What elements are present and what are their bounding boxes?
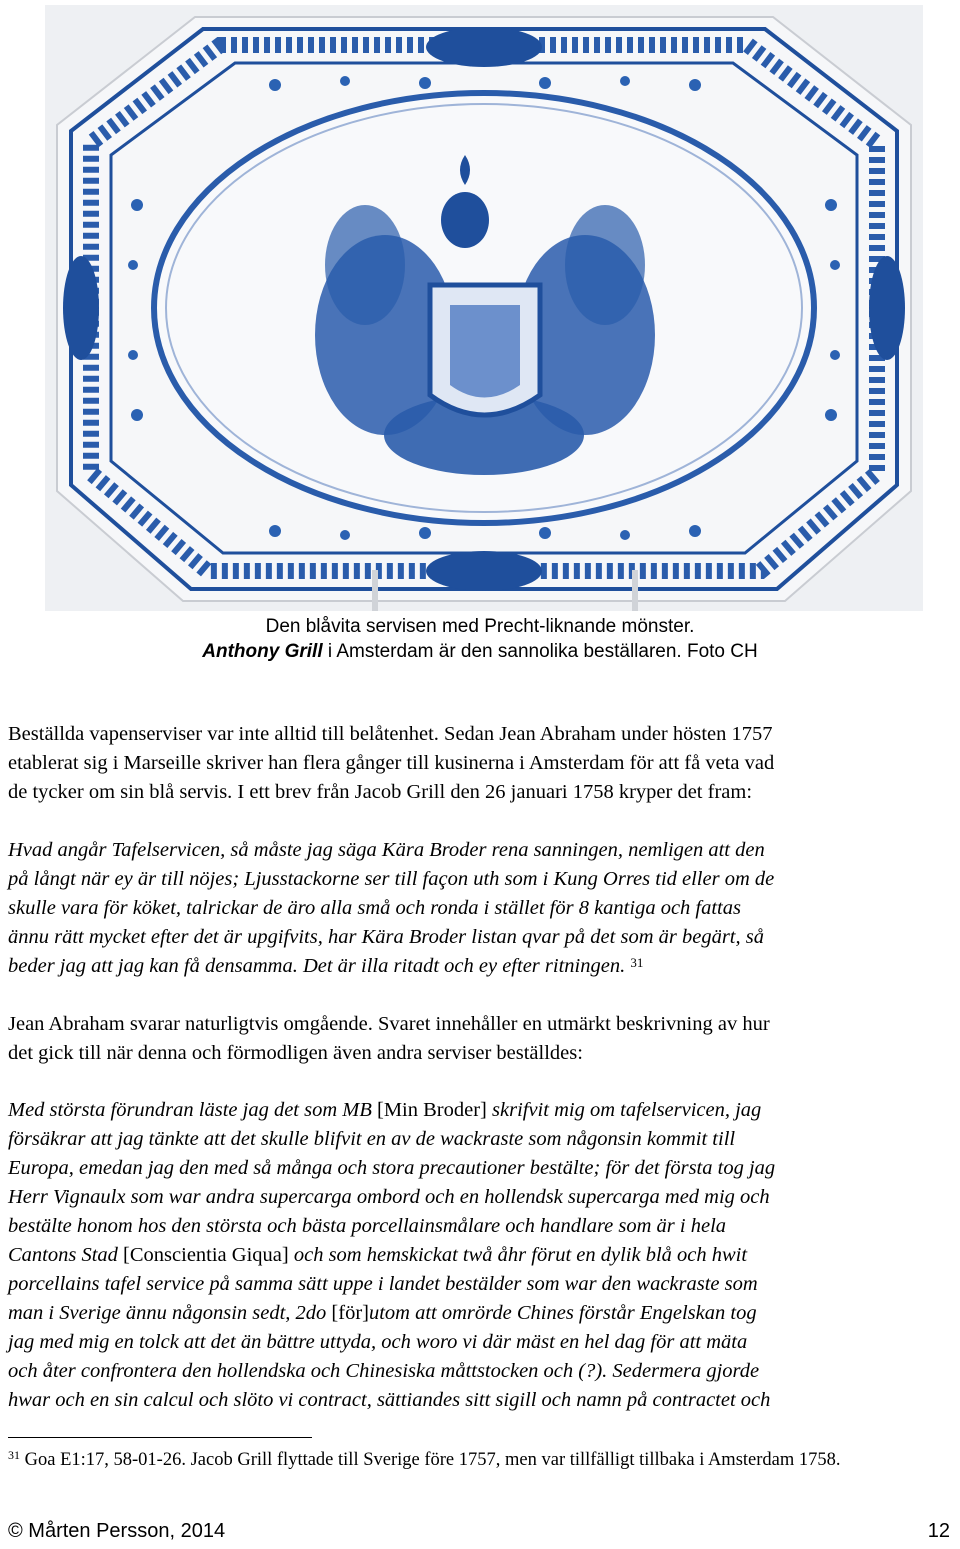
editorial-insert: [för] xyxy=(331,1302,369,1324)
quote-2-line: Herr Vignaulx som war andra supercarga ombord och en hollendsk supercarga med mig och xyxy=(8,1186,770,1208)
paragraph-1-line: de tycker om sin blå servis. I ett brev från Jacob Grill den 26 januari 1758 kryper det fram: xyxy=(8,781,753,803)
page-number: 12 xyxy=(927,1520,950,1542)
quote-2-line: porcellains tafel service på samma sätt uppe i landet bestälder som war den wackraste som xyxy=(8,1273,758,1295)
paragraph-2-line: det gick till när denna och förmodligen även andra serviser beställdes: xyxy=(8,1042,583,1064)
figure-caption-line2 xyxy=(0,640,960,664)
quote-2-text: och som hemskickat twå åhr förut en dylik blå och hwit xyxy=(288,1244,748,1266)
paragraph-2 xyxy=(8,1010,954,1068)
quote-2-line xyxy=(8,1299,954,1328)
quote-2-text: man i Sverige ännu någonsin sedt, 2do xyxy=(8,1302,332,1324)
quote-2 xyxy=(8,1096,954,1415)
paragraph-1-line: etablerat sig i Marseille skriver han flera gånger till kusinerna i Amsterdam för att få veta vad xyxy=(8,752,775,774)
quote-2-line: Europa, emedan jag den med så många och stora precautioner bestälte; för det första tog jag xyxy=(8,1157,776,1179)
porcelain-platter-illustration xyxy=(45,5,923,611)
quote-2-line: hwar och en sin calcul och slöto vi contract, sättiandes sitt sigill och namn på contractet och xyxy=(8,1389,771,1411)
porcelain-platter-photo xyxy=(45,5,923,611)
footnote-number: 31 xyxy=(8,1448,20,1462)
editorial-insert: [Min Broder] xyxy=(377,1099,487,1121)
quote-1-line: skulle vara för köket, talrickar de äro alla små och ronda i stället för 8 kantiga och fattas xyxy=(8,897,741,919)
quote-2-line: bestälte honom hos den största och bästa porcellainsmålare och handlare som är i hela xyxy=(8,1215,727,1237)
quote-2-text: utom att omrörde Chines förstår Engelskan tog xyxy=(368,1302,757,1324)
quote-2-line: och åter confrontera den hollendska och Chinesiska måttstocken och (?). Sedermera gjorde xyxy=(8,1360,760,1382)
quote-2-line xyxy=(8,1241,954,1270)
footnote-ref-31[interactable]: 31 xyxy=(630,955,644,970)
quote-1-line: Hvad angår Tafelservicen, så måste jag säga Kära Broder rena sanningen, nemligen att den xyxy=(8,839,765,861)
quote-2-text: Med största förundran läste jag det som MB xyxy=(8,1099,377,1121)
caption-rest: i Amsterdam är den sannolika beställaren. Foto CH xyxy=(322,641,758,662)
quote-1-last-line xyxy=(8,952,954,981)
editorial-insert: [Conscientia Giqua] xyxy=(123,1244,289,1266)
quote-2-text: Cantons Stad xyxy=(8,1244,124,1266)
quote-1-line-text: beder jag att jag kan få densamma. Det är illa ritadt och ey efter ritningen. xyxy=(8,955,626,977)
footnote-31 xyxy=(8,1447,958,1473)
paragraph-2-line: Jean Abraham svarar naturligtvis omgående. Svaret innehåller en utmärkt beskrivning av hur xyxy=(8,1013,770,1035)
paragraph-1-line: Beställda vapenserviser var inte alltid till belåtenhet. Sedan Jean Abraham under hösten 1757 xyxy=(8,723,773,745)
footnote-separator xyxy=(8,1437,312,1438)
footnote-text: Goa E1:17, 58-01-26. Jacob Grill flyttade till Sverige före 1757, men var tillfälligt tillbaka i Amsterdam 1758. xyxy=(20,1450,841,1470)
paragraph-1 xyxy=(8,720,954,807)
quote-1-line: på långt när ey är till nöjes; Ljusstackorne ser till façon uth som i Kung Orres tid eller om de xyxy=(8,868,775,890)
footer-copyright: © Mårten Persson, 2014 xyxy=(8,1520,226,1542)
quote-1-line: ännu rätt mycket efter det är upgifvits, har Kära Broder listan qvar på det som är begärt, så xyxy=(8,926,764,948)
quote-2-text: skrifvit mig om tafelservicen, jag xyxy=(486,1099,762,1121)
caption-name-bold: Anthony Grill xyxy=(202,641,323,662)
quote-1 xyxy=(8,836,954,981)
quote-2-line: jag med mig en tolck att det än bättre uttyda, och woro vi där mäst en hel dag för att mäta xyxy=(8,1331,748,1353)
figure-caption-line1: Den blåvita servisen med Precht-liknande mönster. xyxy=(265,616,695,637)
quote-2-line: försäkrar att jag tänkte att det skulle blifvit en av de wackraste som någonsin kommit till xyxy=(8,1128,736,1150)
quote-2-line xyxy=(8,1096,954,1125)
